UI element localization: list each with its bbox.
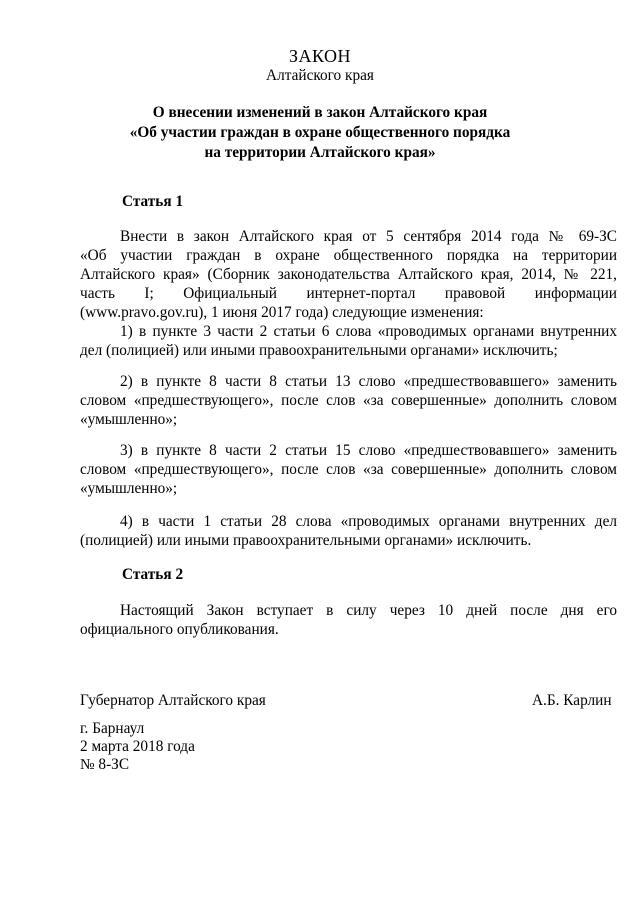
article-1-item-2: [80, 372, 617, 429]
text-line: «Об участии граждан в охране общественного порядка на территории: [80, 247, 617, 264]
text-line: часть I; Официальный интернет-портал правовой информации: [80, 285, 617, 302]
signatory-name: А.Б. Карлин: [532, 692, 612, 709]
text-line: 4) в части 1 статьи 28 слова «проводимых органами внутренних дел: [120, 513, 617, 530]
text-line: «умышленно»;: [80, 411, 178, 428]
article-1-item-3: [80, 441, 617, 498]
text-line: 3) в пункте 8 части 2 статьи 15 слово «предшествовавшего» заменить: [120, 442, 617, 459]
text-line: 1) в пункте 3 части 2 статьи 6 слова «проводимых органами внутренних: [120, 323, 617, 340]
article-1-intro: [80, 227, 617, 322]
law-region: Алтайского края: [266, 67, 374, 84]
text-line: официального опубликования.: [80, 621, 279, 638]
law-heading-line-2: «Об участии граждан в охране общественного порядка: [129, 124, 511, 141]
article-1-item-4: [80, 512, 617, 550]
signing-place: г. Барнаул: [80, 720, 145, 737]
text-line: (полицией) или иными правоохранительными органами» исключить.: [80, 532, 532, 549]
signing-date: 2 марта 2018 года: [80, 738, 195, 755]
article-1-item-1: [80, 322, 617, 360]
text-line: словом «предшествующего», после слов «за совершенные» дополнить словом: [80, 392, 617, 409]
signatory-position: Губернатор Алтайского края: [80, 692, 266, 709]
text-line: дел (полицией) или иными правоохранительными органами» исключить;: [80, 342, 558, 359]
article-2-title: Статья 2: [122, 566, 184, 583]
text-line: словом «предшествующего», после слов «за совершенные» дополнить словом: [80, 461, 617, 478]
text-line: Настоящий Закон вступает в силу через 10 дней после дня его: [120, 602, 617, 619]
text-line: «умышленно»;: [80, 480, 178, 497]
law-heading-line-1: О внесении изменений в закон Алтайского края: [152, 104, 488, 121]
law-title: ЗАКОН: [288, 46, 352, 66]
law-heading-line-3: на территории Алтайского края»: [204, 144, 436, 161]
law-number: № 8-ЗС: [80, 756, 130, 773]
text-line: (www.pravo.gov.ru), 1 июня 2017 года) следующие изменения:: [80, 304, 484, 321]
text-line: 2) в пункте 8 части 8 статьи 13 слово «предшествовавшего» заменить: [120, 373, 617, 390]
text-line: Алтайского края» (Сборник законодательства Алтайского края, 2014, № 221,: [80, 266, 617, 283]
article-1-title: Статья 1: [122, 193, 184, 210]
article-2-text: [80, 601, 617, 639]
text-line: Внести в закон Алтайского края от 5 сентября 2014 года № 69-ЗС: [120, 228, 617, 245]
